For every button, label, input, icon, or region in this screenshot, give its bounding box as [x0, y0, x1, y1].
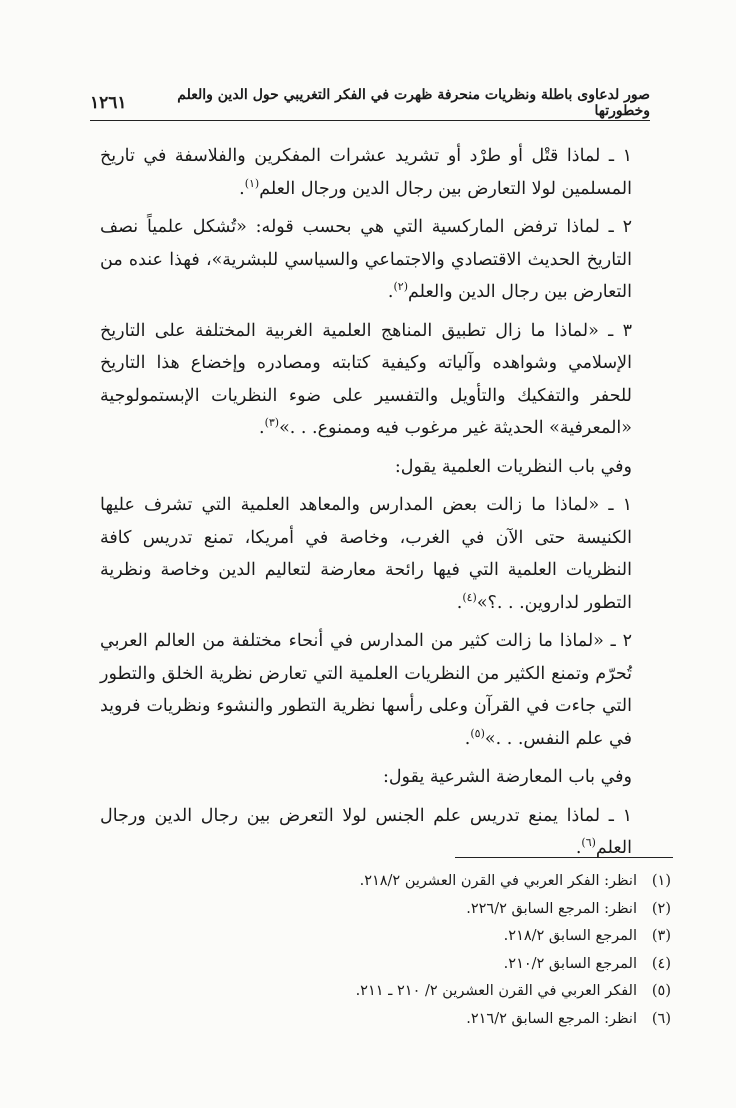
paragraph: ٢ ـ لماذا ترفض الماركسية التي هي بحسب قوله: «تُشكل علمياً نصف التاريخ الحديث الاقتصادي والاجتماعي والسياسي للبشرية»، فهذا عنده من التعارض بين رجال الدين والعلم$^{(٢)}$.	[100, 217, 632, 302]
footnote: (٢) انظر: المرجع السابق ٢٢٦/٢.	[466, 900, 671, 917]
footnote-ref: (٢)	[393, 280, 408, 294]
footnote-ref: (٥)	[470, 726, 485, 740]
footnote-ref: (٣)	[264, 416, 280, 430]
footnote: (٦) انظر: المرجع السابق ٢١٦/٢.	[466, 1010, 671, 1027]
footnote-divider	[455, 857, 673, 858]
body-text	[100, 140, 632, 871]
paragraph: ٣ ـ «لماذا ما زال تطبيق المناهج العلمية الغربية المختلفة على التاريخ الإسلامي وشواهده وآلياته وكيفية كتابته ومصادره وإخضاع هذا التاريخ للحفر والتفكيك والتأويل والتفسير على ضوء النظريات الإبستمولوجية «المعرفية» الحديثة غير مرغوب فيه وممنوع. . .»$^{(٣)}$.	[100, 320, 632, 438]
running-header	[90, 86, 650, 121]
footnotes	[100, 868, 671, 1033]
header-title: صور لدعاوى باطلة ونظريات منحرفة ظهرت في الفكر التغريبي حول الدين والعلم وخطورتها	[177, 87, 650, 119]
footnote-ref: (٦)	[581, 836, 596, 850]
footnote-ref: (١)	[244, 176, 260, 190]
section-intro: وفي باب النظريات العلمية يقول:	[394, 456, 632, 477]
section-intro: وفي باب المعارضة الشرعية يقول:	[382, 767, 632, 787]
footnote: (٣) المرجع السابق ٢١٨/٢.	[503, 928, 671, 944]
paragraph: ١ ـ لماذا يمنع تدريس علم الجنس لولا التعرض بين رجال الدين ورجال العلم$^{(٦)}$.	[100, 805, 632, 858]
footnote: (٥) الفكر العربي في القرن العشرين ٢/ ٢١٠ ـ ٢١١.	[355, 983, 671, 999]
footnote-ref: (٤)	[462, 590, 477, 604]
page-number: ١٢٦١	[90, 93, 127, 113]
paragraph: ١ ـ لماذا قتْل أو طرْد أو تشريد عشرات المفكرين والفلاسفة في تاريخ المسلمين لولا التعارض بين رجال الدين ورجال العلم$^{(١)}$.	[100, 146, 632, 199]
paragraph: ٢ ـ «لماذا ما زالت كثير من المدارس في أنحاء مختلفة من العالم العربي تُحرّم وتمنع الكثير من النظريات العلمية التي تعارض نظرية الخلق والتطور التي جاءت في القرآن وعلى رأسها نظرية التطور والنشوء ونظريات فرويد في علم النفس. . .»$^{(٥)}$.	[100, 631, 632, 749]
footnote: (٤) المرجع السابق ٢١٠/٢.	[503, 955, 671, 972]
paragraph: ١ ـ «لماذا ما زالت بعض المدارس والمعاهد العلمية التي تشرف عليها الكنيسة حتى الآن في الغرب، وخاصة في أمريكا، تمنع تدريس كافة النظريات العلمية التي فيها رائحة معارضة لتعاليم الدين وخاصة ونظرية التطور لداروين. . .؟»$^{(٤)}$.	[100, 495, 632, 613]
footnote: (١) انظر: الفكر العربي في القرن العشرين ٢١٨/٢.	[359, 873, 671, 889]
